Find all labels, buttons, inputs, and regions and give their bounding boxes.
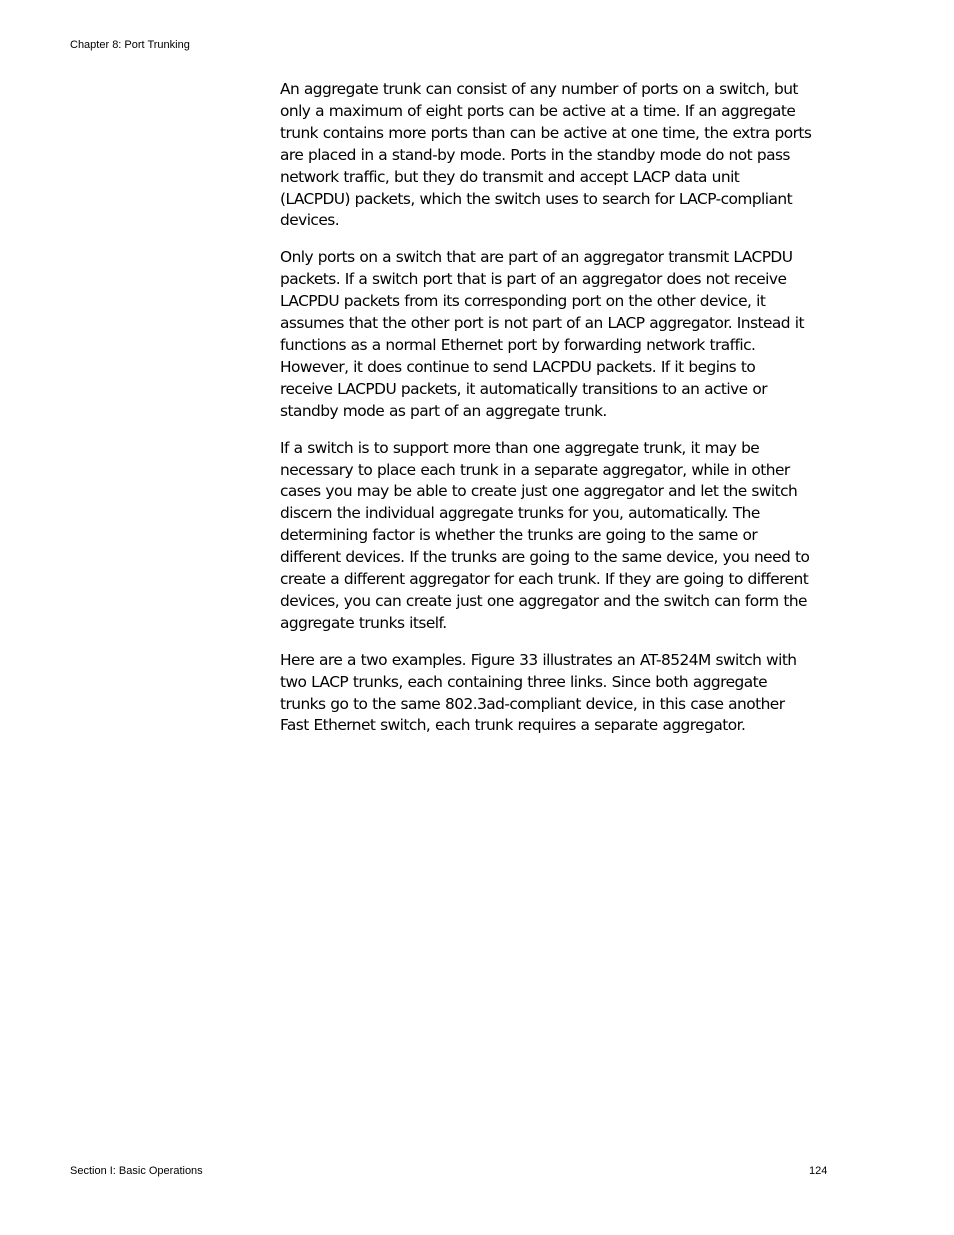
paragraph-aggregate-trunk-ports <box>280 79 846 232</box>
footer-section-title: Section I: Basic Operations <box>70 1165 203 1177</box>
text-line: necessary to place each trunk in a separate aggregator, while in other <box>280 460 790 479</box>
text-line: packets. If a switch port that is part of an aggregator does not receive <box>280 270 787 289</box>
paragraph-multiple-trunks <box>280 438 846 635</box>
text-line: discern the individual aggregate trunks for you, automatically. The <box>280 504 760 523</box>
text-line: cases you may be able to create just one aggregator and let the switch <box>280 482 798 501</box>
text-line: assumes that the other port is not part of an LACP aggregator. Instead it <box>280 314 804 333</box>
text-line: determining factor is whether the trunks are going to the same or <box>280 526 758 545</box>
text-line: are placed in a stand-by mode. Ports in the standby mode do not pass <box>280 145 790 164</box>
text-line: network traffic, but they do transmit and accept LACP data unit <box>280 167 740 186</box>
page-number: 124 <box>809 1165 828 1177</box>
text-line: only a maximum of eight ports can be active at a time. If an aggregate <box>280 101 796 120</box>
text-line: If a switch is to support more than one aggregate trunk, it may be <box>280 438 760 457</box>
text-line: functions as a normal Ethernet port by forwarding network traffic. <box>280 335 756 354</box>
text-line: two LACP trunks, each containing three links. Since both aggregate <box>280 672 768 691</box>
text-line: trunk contains more ports than can be active at one time, the extra ports <box>280 123 812 142</box>
text-line: However, it does continue to send LACPDU packets. If it begins to <box>280 357 756 376</box>
text-line: Only ports on a switch that are part of an aggregator transmit LACPDU <box>280 248 793 267</box>
text-line: An aggregate trunk can consist of any number of ports on a switch, but <box>280 80 798 98</box>
text-line: devices, you can create just one aggregator and the switch can form the <box>280 591 807 610</box>
text-line: standby mode as part of an aggregate trunk. <box>280 401 607 420</box>
text-line: LACPDU packets from its corresponding port on the other device, it <box>280 292 766 311</box>
text-line: trunks go to the same 802.3ad-compliant device, in this case another <box>280 694 785 713</box>
text-line: Fast Ethernet switch, each trunk requires a separate aggregator. <box>280 716 746 735</box>
text-line: Here are a two examples. Figure 33 illustrates an AT-8524M switch with <box>280 650 797 669</box>
text-line: different devices. If the trunks are going to the same device, you need to <box>280 548 810 567</box>
paragraph-examples <box>280 650 846 738</box>
text-line: receive LACPDU packets, it automatically transitions to an active or <box>280 379 767 398</box>
body-text <box>280 79 846 752</box>
text-line: aggregate trunks itself. <box>280 613 447 632</box>
paragraph-lacpdu-packets <box>280 247 846 422</box>
running-header: Chapter 8: Port Trunking <box>70 39 190 51</box>
text-line: devices. <box>280 211 340 230</box>
text-line: (LACPDU) packets, which the switch uses to search for LACP-compliant <box>280 189 793 208</box>
text-line: create a different aggregator for each trunk. If they are going to different <box>280 570 809 589</box>
